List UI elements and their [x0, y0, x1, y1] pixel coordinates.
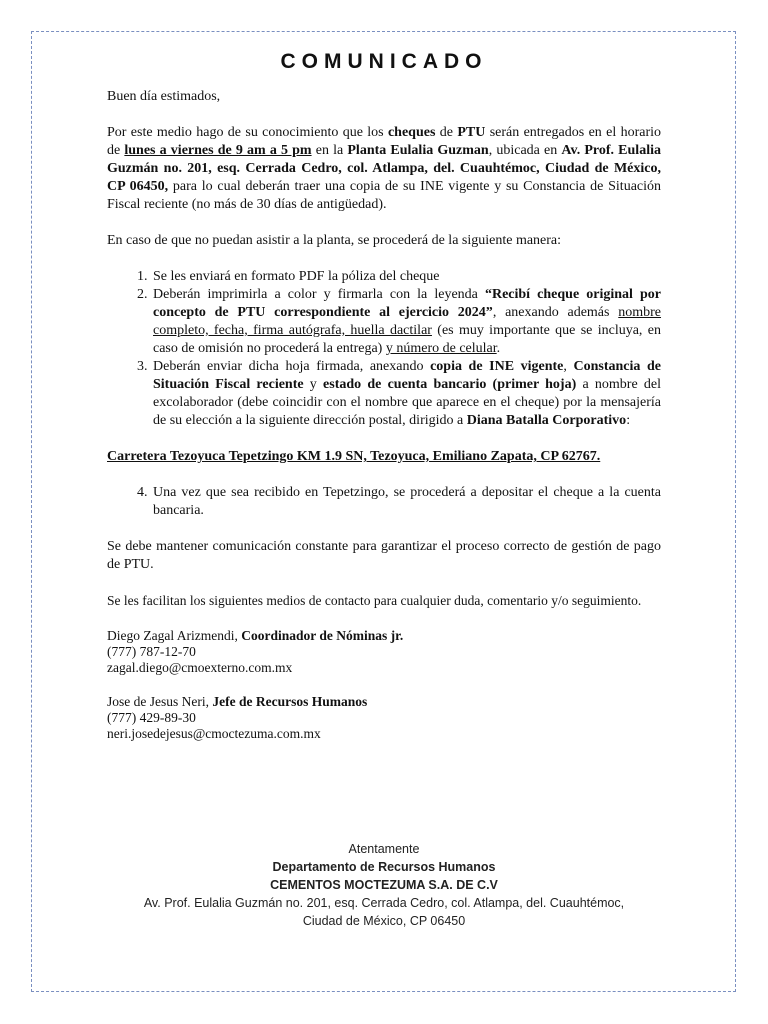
- contact-name: Jose de Jesus Neri,: [107, 694, 213, 709]
- communication-paragraph: Se debe mantener comunicación constante para garantizar el proceso correcto de gestión de pago de PTU.: [107, 539, 661, 572]
- text-run: .: [496, 341, 501, 356]
- text-run: ,: [563, 359, 574, 374]
- text-run: y: [303, 377, 324, 392]
- text-run: , anexando además: [492, 305, 619, 320]
- procedure-list: [107, 268, 661, 430]
- text-bold: Constancia de Situación Fiscal reciente: [153, 359, 661, 392]
- greeting: Buen día estimados,: [107, 89, 221, 104]
- list-item: 1. Se les enviará en formato PDF la póliza del cheque: [151, 268, 661, 286]
- contact-intro: Se les facilitan los siguientes medios de contacto para cualquier duda, comentario y/o seguimiento.: [107, 593, 642, 608]
- page-title: COMUNICADO: [280, 50, 488, 73]
- contact-name-line: [107, 628, 661, 644]
- contact-name-line: [107, 694, 661, 710]
- contact-role: Jefe de Recursos Humanos: [212, 694, 368, 709]
- footer-address: Ciudad de México, CP 06450: [302, 914, 466, 928]
- text-bold: estado de cuenta bancario (primer hoja): [323, 377, 577, 392]
- department-name: Departamento de Recursos Humanos: [272, 860, 496, 874]
- text-run: Por este medio hago de su conocimiento que los: [107, 125, 388, 140]
- text-run: para lo cual deberán traer una copia de su INE vigente y su Constancia de Situación Fiscal reciente (no más de 30 días de antigüedad).: [107, 179, 662, 212]
- contact-block: [107, 628, 661, 676]
- list-item: 4. Una vez que sea recibido en Tepetzingo, se procederá a depositar el cheque a la cuenta bancaria.: [151, 484, 661, 520]
- text-run: a nombre del excolaborador (debe coincidir con el nombre que aparece en el cheque) por la mensajería de su elección a la siguiente dirección postal, dirigido a: [153, 377, 661, 428]
- text-run: :: [626, 413, 631, 428]
- text-bold: “Recibí cheque original por concepto de PTU correspondiente al ejercicio 2024”: [153, 287, 661, 320]
- signature-footer: [40, 840, 728, 930]
- procedure-intro: En caso de que no puedan asistir a la planta, se procederá de la siguiente manera:: [107, 233, 562, 248]
- text-bold: cheques: [387, 125, 436, 140]
- plant-name: Planta Eulalia Guzman: [347, 143, 489, 158]
- text-bold: copia de INE vigente: [430, 359, 564, 374]
- text-run: serán entregados en el horario de: [107, 125, 662, 158]
- text-run: Deberán enviar dicha hoja firmada, anexando: [153, 359, 431, 374]
- text-run: Deberán imprimirla a color y firmarla con la leyenda: [153, 287, 485, 302]
- letter-body: [107, 48, 661, 742]
- intro-paragraph: [107, 124, 661, 214]
- contact-email: neri.josedejesus@cmoctezuma.com.mx: [107, 726, 321, 741]
- company-name: CEMENTOS MOCTEZUMA S.A. DE C.V: [270, 878, 498, 892]
- plant-address: Av. Prof. Eulalia Guzmán no. 201, esq. Cerrada Cedro, col. Atlampa, del. Cuauhtémoc, Ciudad de México, CP 06450,: [107, 143, 661, 194]
- postal-address: Carretera Tezoyuca Tepetzingo KM 1.9 SN, Tezoyuca, Emiliano Zapata, CP 62767.: [107, 449, 601, 464]
- text-run: de: [435, 125, 458, 140]
- contact-role: Coordinador de Nóminas jr.: [241, 628, 404, 643]
- text-run: , ubicada en: [488, 143, 562, 158]
- text-run: (es muy importante que se incluya, en caso de omisión no procederá la entrega): [153, 323, 661, 356]
- contact-email: zagal.diego@cmoexterno.com.mx: [107, 660, 293, 675]
- contact-phone: (777) 429-89-30: [107, 710, 196, 725]
- contact-phone: (777) 787-12-70: [107, 644, 196, 659]
- list-item: [151, 286, 661, 358]
- contact-block: [107, 694, 661, 742]
- closing: Atentamente: [348, 842, 420, 856]
- footer-address: Av. Prof. Eulalia Guzmán no. 201, esq. Cerrada Cedro, col. Atlampa, del. Cuauhtémoc,: [143, 896, 625, 910]
- procedure-list-continued: [107, 484, 661, 520]
- text-bold: PTU: [457, 125, 486, 140]
- recipient-name: Diana Batalla Corporativo: [466, 413, 627, 428]
- list-item: [151, 358, 661, 430]
- text-underline: nombre completo, fecha, firma autógrafa, huella dactilar: [153, 305, 662, 338]
- text-run: en la: [311, 143, 348, 158]
- schedule-text: lunes a viernes de 9 am a 5 pm: [124, 143, 312, 158]
- contact-name: Diego Zagal Arizmendi,: [107, 628, 242, 643]
- text-underline: y número de celular: [385, 341, 497, 356]
